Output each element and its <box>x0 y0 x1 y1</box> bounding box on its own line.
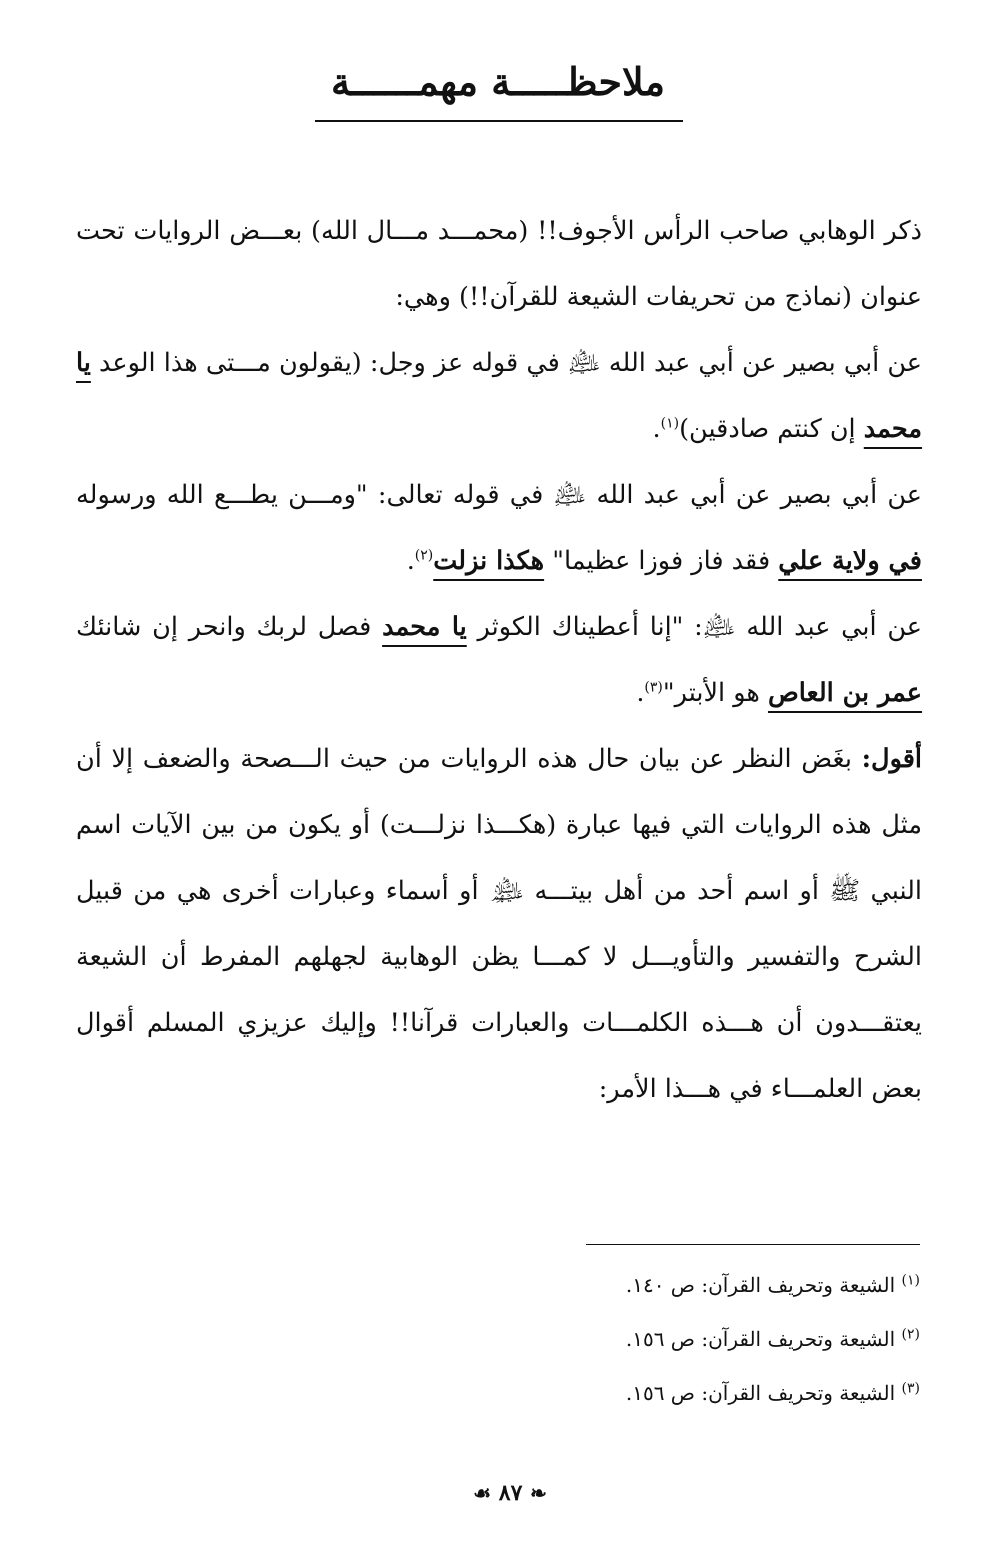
page-number <box>440 1480 580 1506</box>
footnote-1-text: الشيعة وتحريف القرآن: ص ١٤٠. <box>625 1273 896 1297</box>
paragraph-3-text-a: عن أبي بصير عن أبي عبد الله ﵇ في قوله تعالى: "ومـــن يطـــع الله ورسوله <box>76 480 922 510</box>
paragraph-4-text-b: فصل لربك وانحر إن شانئك <box>76 612 372 642</box>
footnote-ref-1[interactable]: (١) <box>660 415 680 432</box>
footnote-1 <box>520 1258 920 1312</box>
paragraph-2 <box>76 330 922 462</box>
paragraph-4 <box>76 594 922 726</box>
paragraph-5 <box>76 726 922 1122</box>
paragraph-5-text: بغَض النظر عن بيان حال هذه الروايات من حيث الـــصحة والضعف إلا أن مثل هذه الروايات التي فيها عبارة (هكـــذا نزلـــت) أو يكون من بين الآيات اسم النبي ﷺ أو اسم أحد من أهل بيتـــه ﵈ أو أسماء وعبارات أخرى هي من قبيل الشرح والتفسير والتأويـــل لا كمـــا يظن الوهابية لجهلهم المفرط أن الشيعة يعتقـــدون أن هـــذه الكلمـــات والعبارات قرآنا!! وإليك عزيزي المسلم أقوال بعض العلمـــاء في هـــذا الأمر: <box>76 744 922 1104</box>
paragraph-3-text-b: فقد فاز فوزا عظيما" <box>552 546 771 576</box>
paragraph-5-lead: أقول: <box>861 744 923 774</box>
page-ornament-right-icon: ❧ <box>530 1481 547 1505</box>
footnote-ref-3[interactable]: (٣) <box>644 679 663 696</box>
paragraph-4-text-a: عن أبي عبد الله ﵇: "إنا أعطيناك الكوثر <box>477 612 922 642</box>
footnote-separator <box>586 1244 920 1245</box>
footnote-3 <box>520 1366 920 1420</box>
bold-phrase-wilayat-ali: في ولاية علي <box>778 546 922 576</box>
title-underline <box>315 120 683 122</box>
bold-phrase-umar-ibn-al-as: عمر بن العاص <box>767 678 922 708</box>
bold-phrase-hakadha-nazalat: هكذا نزلت <box>433 546 545 576</box>
paragraph-2-text-a: عن أبي بصير عن أبي عبد الله ﵇ في قوله عز وجل: (يقولون مـــتى هذا الوعد <box>99 348 923 378</box>
footnote-2-number: (٢) <box>901 1326 920 1343</box>
paragraph-3 <box>76 462 922 594</box>
bold-phrase-ya-muhammad: يا محمد <box>76 348 922 444</box>
page-title: ملاحظـــــة مهمــــــة <box>331 59 665 104</box>
footnote-1-number: (١) <box>901 1272 920 1289</box>
bold-phrase-ya-muhammad-2: يا محمد <box>382 612 467 642</box>
footnote-3-number: (٣) <box>901 1380 920 1397</box>
page-ornament-left-icon: ☙ <box>473 1481 492 1505</box>
footnote-ref-2[interactable]: (٢) <box>414 547 434 564</box>
paragraph-3-end: . <box>406 546 415 576</box>
page-number-value: ٨٧ <box>498 1480 523 1506</box>
footnote-2 <box>520 1312 920 1366</box>
paragraph-2-text-b: إن كنتم صادقين) <box>679 414 856 444</box>
paragraph-2-end: . <box>652 414 661 444</box>
paragraph-4-end: . <box>636 678 645 708</box>
footnote-3-text: الشيعة وتحريف القرآن: ص ١٥٦. <box>625 1381 896 1405</box>
footnotes <box>520 1258 920 1420</box>
main-text <box>76 198 922 1122</box>
paragraph-1: ذكر الوهابي صاحب الرأس الأجوف!! (محمـــد مـــال الله) بعـــض الروايات تحت عنوان (نماذج من تحريفات الشيعة للقرآن!!) وهي: <box>76 216 922 312</box>
paragraph-4-text-c: هو الأبتر" <box>662 678 760 708</box>
footnote-2-text: الشيعة وتحريف القرآن: ص ١٥٦. <box>625 1327 896 1351</box>
